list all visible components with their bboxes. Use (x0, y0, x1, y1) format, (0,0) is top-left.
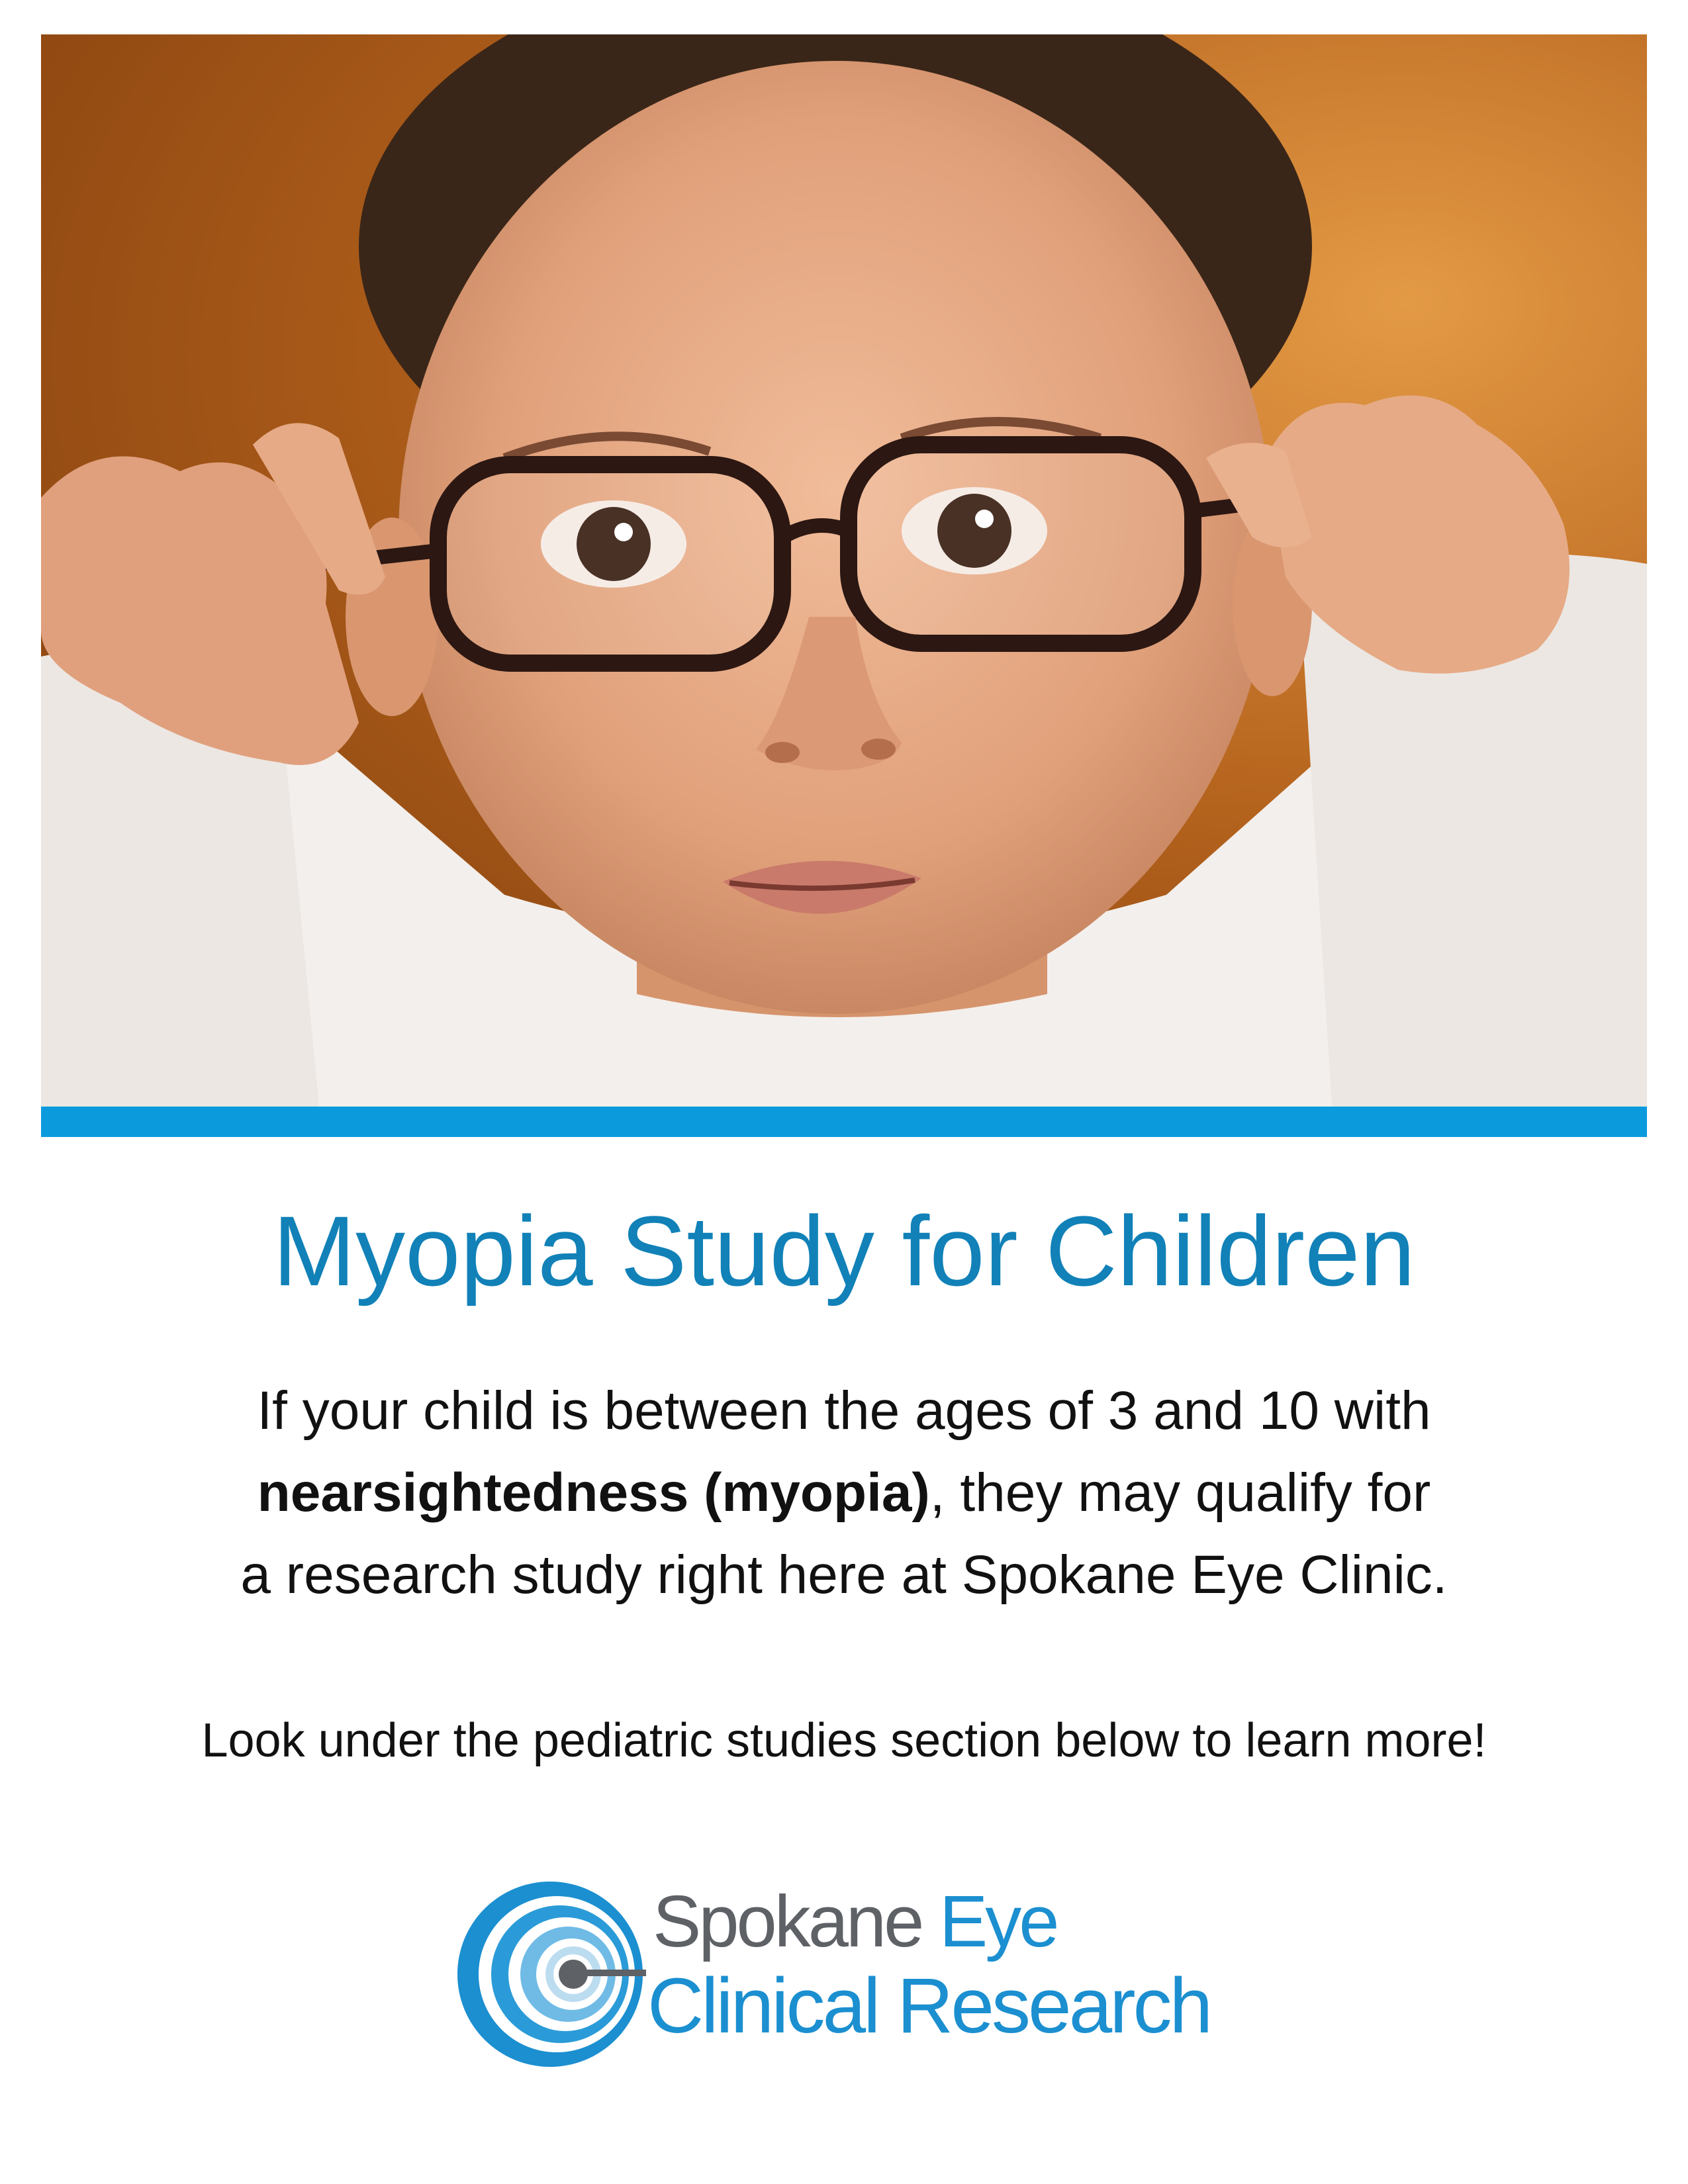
accent-divider-bar (41, 1107, 1647, 1137)
intro-line-1: If your child is between the ages of 3 and 10 with (257, 1381, 1431, 1441)
page-title: Myopia Study for Children (273, 1195, 1415, 1306)
call-to-action-text: Look under the pediatric studies section below to learn more! (201, 1714, 1487, 1767)
logo-line-1 (653, 1882, 1056, 1962)
intro-line-3: a research study right here at Spokane Eye Clinic. (240, 1545, 1448, 1605)
intro-line-2-rest: , they may qualify for (929, 1463, 1431, 1523)
eye-target-logo-icon (454, 1878, 646, 2070)
hero-photo (41, 34, 1647, 1107)
condition-emphasis: nearsightedness (myopia) (257, 1463, 930, 1523)
child-with-glasses-illustration (41, 34, 1647, 1107)
logo-word-eye: Eye (939, 1881, 1057, 1962)
logo-line-2: Clinical Research (647, 1962, 1211, 2050)
intro-line-2 (0, 1452, 1688, 1534)
spokane-eye-logo (454, 1878, 1248, 2070)
logo-word-spokane: Spokane (653, 1881, 922, 1962)
intro-paragraph (0, 1370, 1688, 1616)
